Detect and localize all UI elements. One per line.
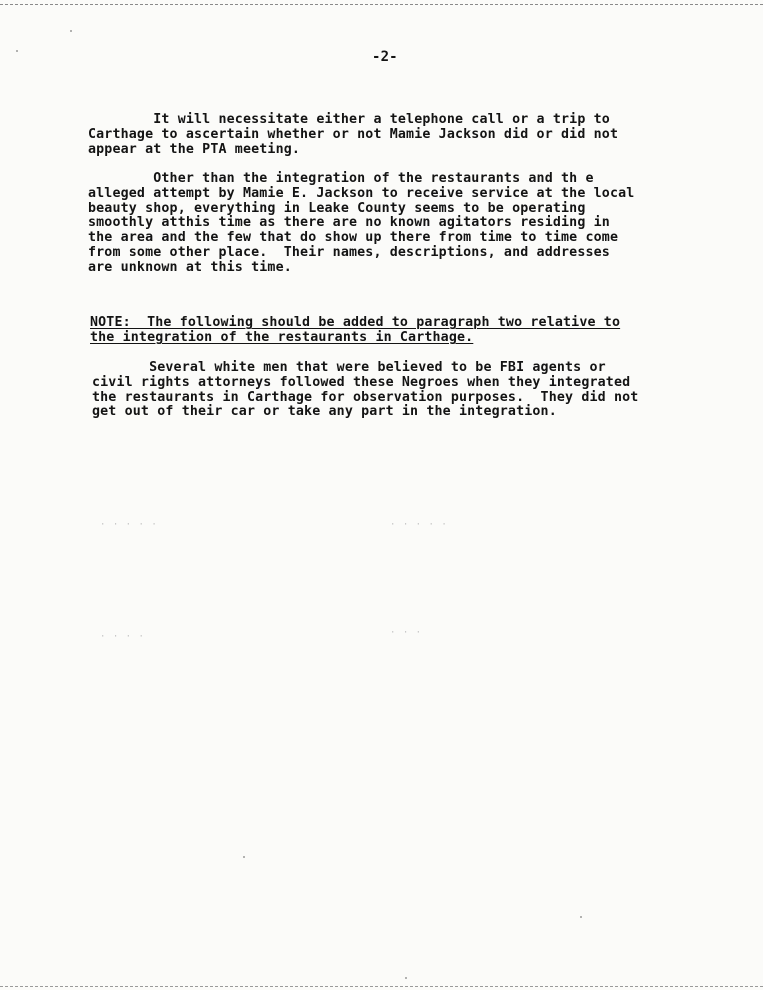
paragraph-observers: Several white men that were believed to be FBI agents or civil rights attorneys followed these Negroes when they integrated the restaurants in Carthage for observation purposes. They did not get out of their car or take any part in the integration. xyxy=(92,360,639,420)
scan-speck xyxy=(16,50,18,52)
faint-smudge: · · · · xyxy=(100,632,145,642)
page-number: -2- xyxy=(372,49,398,65)
top-edge-line xyxy=(0,4,763,5)
paragraph-pta-meeting: It will necessitate either a telephone call or a trip to Carthage to ascertain whether or not Mamie Jackson did or did not appear at the PTA meeting. xyxy=(88,112,619,157)
faint-smudge: · · · · · xyxy=(100,520,158,530)
scan-speck xyxy=(243,856,245,858)
faint-smudge: · · · · · xyxy=(390,520,448,530)
scan-speck xyxy=(70,30,72,32)
note-paragraph: NOTE: The following should be added to paragraph two relative to the integration of the restaurants in Carthage. xyxy=(90,315,621,345)
paragraph-leake-county: Other than the integration of the restaurants and th e alleged attempt by Mamie E. Jackson to receive service at the local beauty shop, everything in Leake County seems to be operating smoothly atthis time as there are no known agitators residing in the area and the few that do show up there from time to time come from some other place. Their names, descriptions, and addresses are unknown at this time. xyxy=(88,171,635,275)
bottom-edge-line xyxy=(0,986,763,987)
scan-speck xyxy=(580,916,582,918)
scan-speck xyxy=(405,977,407,979)
faint-smudge: · · · xyxy=(390,628,423,638)
